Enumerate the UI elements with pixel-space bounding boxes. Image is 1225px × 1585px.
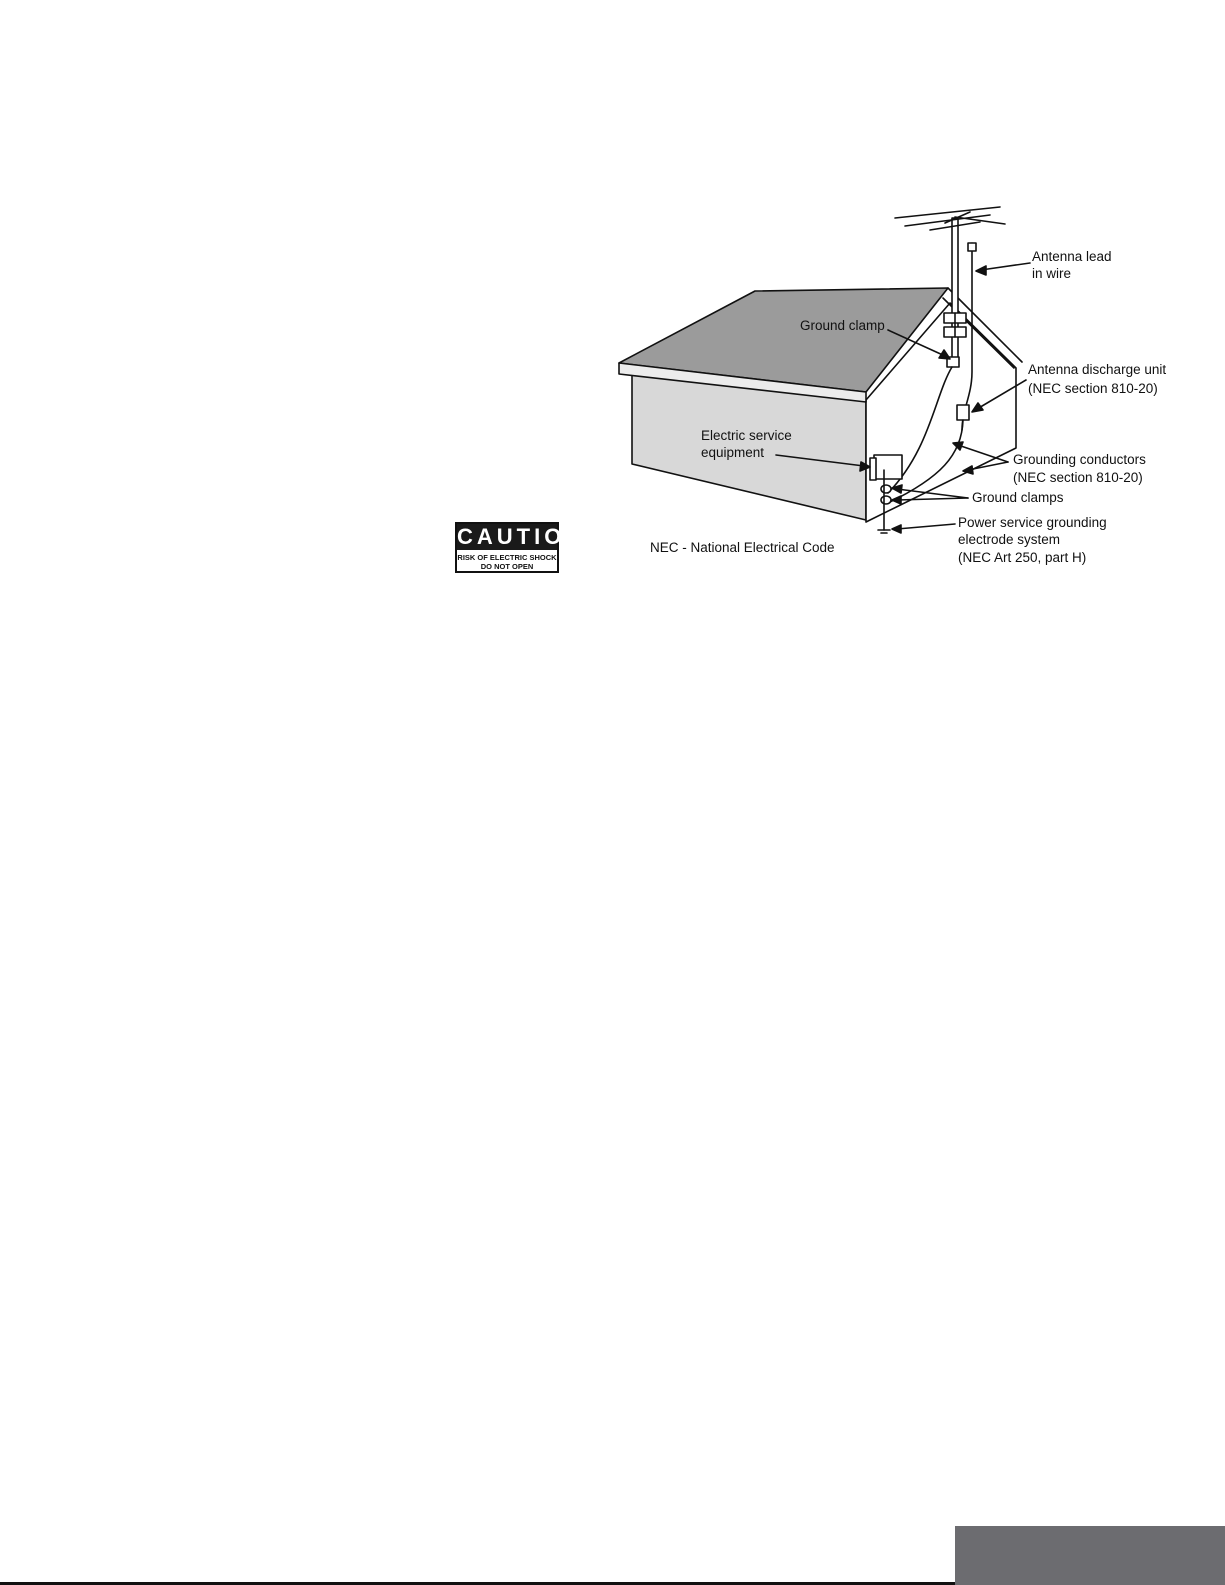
label-power-service: (NEC Art 250, part H) <box>958 550 1087 565</box>
legend-nec: NEC - National Electrical Code <box>650 540 835 555</box>
label-electric-service: Electric service <box>701 428 792 443</box>
label-ground-clamp: Ground clamp <box>800 318 885 333</box>
label-antenna-lead: Antenna lead <box>1032 249 1112 264</box>
label-discharge-unit: Antenna discharge unit <box>1028 362 1167 377</box>
corner-tab <box>955 1526 1225 1585</box>
antenna-discharge-unit <box>957 405 969 420</box>
ground-clamp <box>881 496 891 504</box>
caution-title: CAUTION <box>457 524 586 549</box>
electric-service-box <box>874 455 902 479</box>
label-electric-service: equipment <box>701 445 765 460</box>
label-ground-clamps: Ground clamps <box>972 490 1064 505</box>
caution-line-1: RISK OF ELECTRIC SHOCK <box>457 553 557 562</box>
label-grounding-conductors: Grounding conductors <box>1013 452 1146 467</box>
label-discharge-unit: (NEC section 810-20) <box>1028 381 1158 396</box>
antenna-elements <box>895 207 1005 230</box>
label-power-service: Power service grounding <box>958 515 1107 530</box>
label-antenna-lead: in wire <box>1032 266 1072 281</box>
label-grounding-conductors: (NEC section 810-20) <box>1013 470 1143 485</box>
label-power-service: electrode system <box>958 532 1061 547</box>
ground-clamp <box>881 485 891 493</box>
caution-line-2: DO NOT OPEN <box>480 562 534 571</box>
